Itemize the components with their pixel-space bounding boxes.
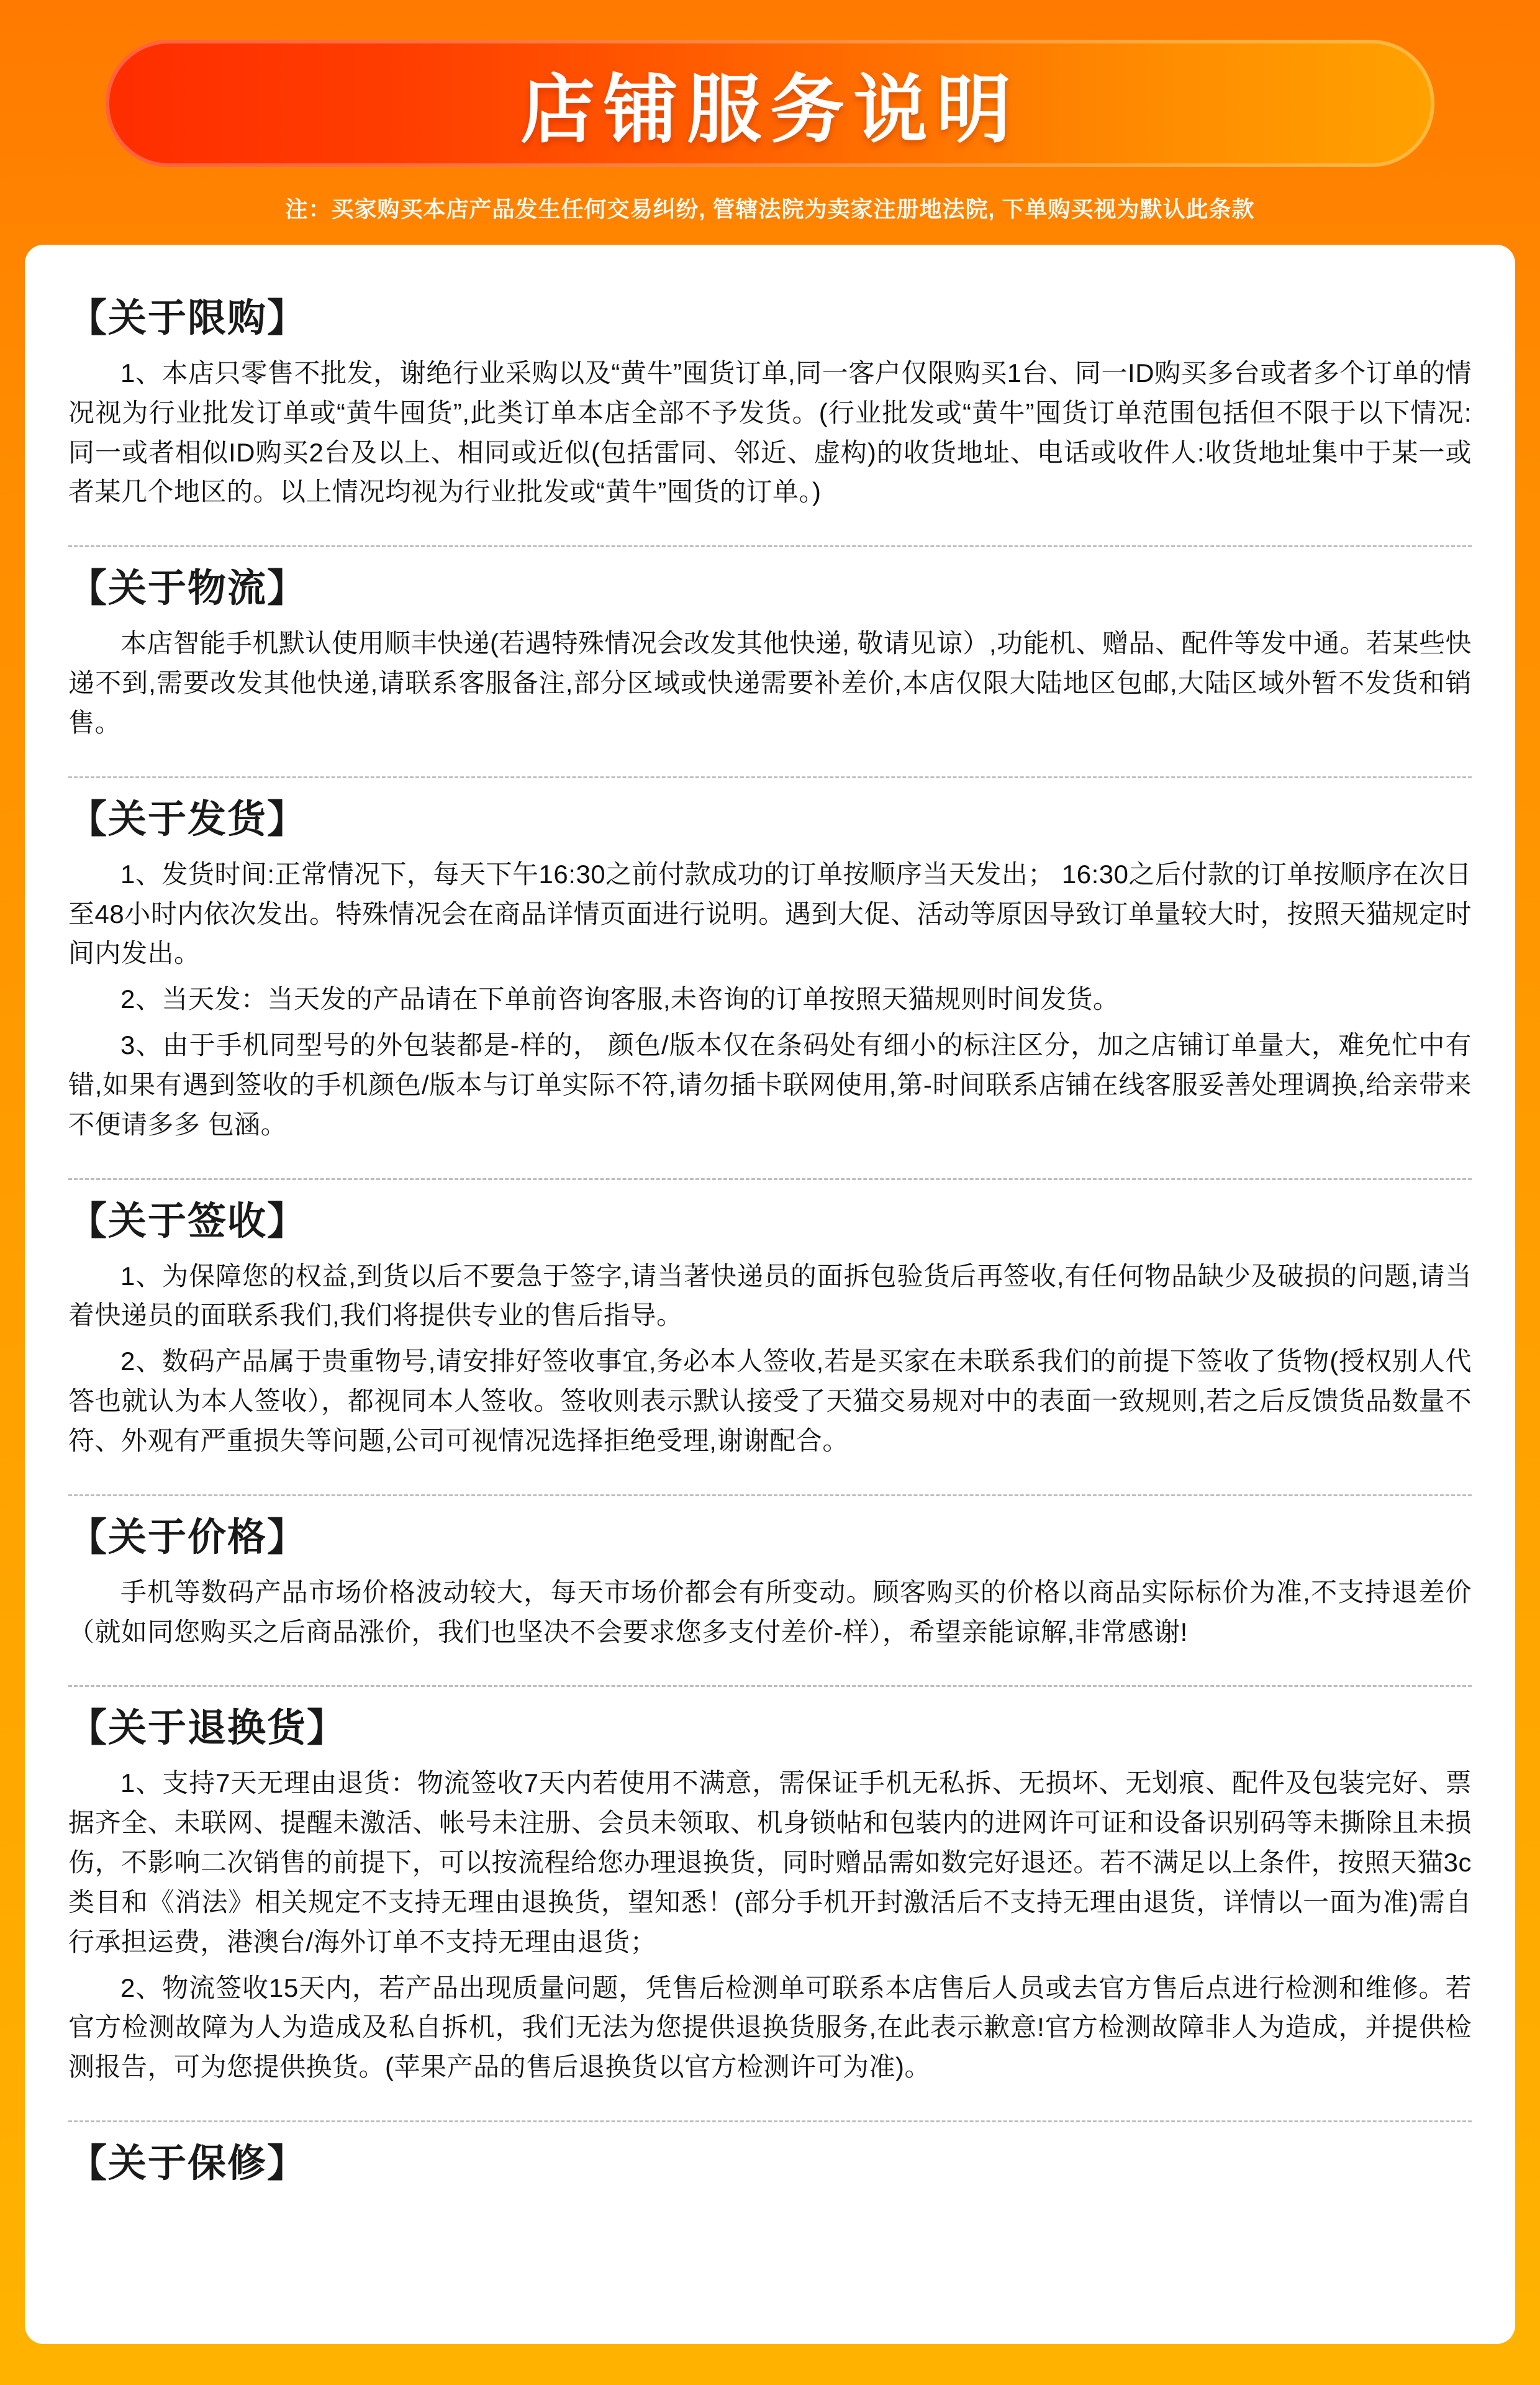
section-paragraph: 1、本店只零售不批发，谢绝行业采购以及“黄牛”囤货订单,同一客户仅限购买1台、同一ID购买多台或者多个订单的情况视为行业批发订单或“黄牛囤货”,此类订单本店全部不予发货。(行业批发或“黄牛”囤货订单范围包括但不限于以下情况:同一或者相似ID购买2台及以上、相同或近似(包括雷同、邻近、虚构)的收货地址、电话或收件人:收货地址集中于某一或者某几个地区的。以上情况均视为行业批发或“黄牛”囤货的订单。)	[68, 358, 1472, 507]
section-title: 【关于限购】	[68, 297, 307, 340]
legal-note: 注：买家购买本店产品发生任何交易纠纷, 管辖法院为卖家注册地法院, 下单购买视为默认此条款	[285, 196, 1255, 222]
header-banner	[106, 40, 1434, 167]
section-divider	[68, 1685, 1472, 1687]
section-paragraph: 1、发货时间:正常情况下，每天下午16:30之前付款成功的订单按顺序当天发出； 16:30之后付款的订单按顺序在次日至48小时内依次发出。特殊情况会在商品详情页面进行说明。遇到大促、活动等原因导致订单量较大时，按照天猫规定时间内发出。	[68, 859, 1472, 968]
section-paragraph: 1、为保障您的权益,到货以后不要急于签字,请当著快递员的面拆包验货后再签收,有任何物品缺少及破损的问题,请当着快递员的面联系我们,我们将提供专业的售后指导。	[68, 1261, 1472, 1330]
section-title: 【关于保修】	[68, 2142, 307, 2186]
section-title: 【关于物流】	[68, 567, 307, 611]
section-paragraph: 1、支持7天无理由退货：物流签收7天内若使用不满意，需保证手机无私拆、无损坏、无划痕、配件及包装完好、票据齐全、未联网、提醒未激活、帐号未注册、会员未领取、机身锁帖和包装内的进网许可证和设备识别码等未撕除且未损伤，不影响二次销售的前提下，可以按流程给您办理退换货，同时赠品需如数完好退还。若不满足以上条件，按照天猫3c类目和《消法》相关规定不支持无理由退换货，望知悉！(部分手机开封激活后不支持无理由退货，详情以一面为准)需自行承担运费，港澳台/海外订单不支持无理由退货；	[68, 1768, 1472, 1956]
section-purchase-limit	[68, 287, 1472, 529]
section-paragraph: 2、数码产品属于贵重物号,请安排好签收事宜,务必本人签收,若是买家在未联系我们的前提下签收了货物(授权别人代答也就认为本人签收），都视同本人签收。签收则表示默认接受了天猫交易规对中的表面一致规则,若之后反馈货品数量不符、外观有严重损失等问题,公司可视情况选择拒绝受理,谢谢配合。	[68, 1347, 1472, 1455]
content-card	[25, 245, 1515, 2344]
section-paragraph: 本店智能手机默认使用顺丰快递(若遇特殊情况会改发其他快递, 敬请见谅）,功能机、赠品、配件等发中通。若某些快递不到,需要改发其他快递,请联系客服备注,部分区域或快递需要补差价,本店仅限大陆地区包邮,大陆区域外暂不发货和销售。	[68, 629, 1472, 737]
section-delivery-acceptance	[68, 1190, 1472, 1478]
section-title: 【关于发货】	[68, 797, 307, 841]
section-paragraph: 手机等数码产品市场价格波动较大，每天市场价都会有所变动。顾客购买的价格以商品实际标价为准,不支持退差价（就如同您购买之后商品涨价，我们也坚决不会要求您多支付差价-样），希望亲能谅解,非常感谢!	[68, 1577, 1472, 1647]
section-divider	[68, 776, 1472, 778]
section-divider	[68, 2120, 1472, 2122]
section-divider	[68, 545, 1472, 547]
section-paragraph: 2、当天发：当天发的产品请在下单前咨询客服,未咨询的订单按照天猫规则时间发货。	[120, 984, 1120, 1014]
section-divider	[68, 1494, 1472, 1496]
section-title: 【关于价格】	[68, 1515, 307, 1559]
section-title: 【关于退换货】	[68, 1707, 347, 1750]
section-shipping	[68, 788, 1472, 1162]
section-paragraph: 2、物流签收15天内，若产品出现质量问题，凭售后检测单可联系本店售后人员或去官方售后点进行检测和维修。若官方检测故障为人为造成及私自拆机，我们无法为您提供退换货服务,在此表示歉意!官方检测故障非人为造成，并提供检测报告，可为您提供换货。(苹果产品的售后退换货以官方检测许可为准)。	[68, 1973, 1472, 2082]
section-logistics	[68, 557, 1472, 760]
section-returns-exchanges	[68, 1697, 1472, 2104]
section-paragraph: 3、由于手机同型号的外包装都是-样的， 颜色/版本仅在条码处有细小的标注区分，加之店铺订单量大，难免忙中有错,如果有遇到签收的手机颜色/版本与订单实际不符,请勿插卡联网使用,第-时间联系店铺在线客服妥善处理调换,给亲带来不便请多多 包涵。	[68, 1030, 1472, 1139]
page-title: 店铺服务说明	[520, 68, 1020, 152]
section-price	[68, 1506, 1472, 1670]
section-divider	[68, 1178, 1472, 1180]
section-warranty	[68, 2132, 1472, 2210]
section-title: 【关于签收】	[68, 1199, 307, 1243]
